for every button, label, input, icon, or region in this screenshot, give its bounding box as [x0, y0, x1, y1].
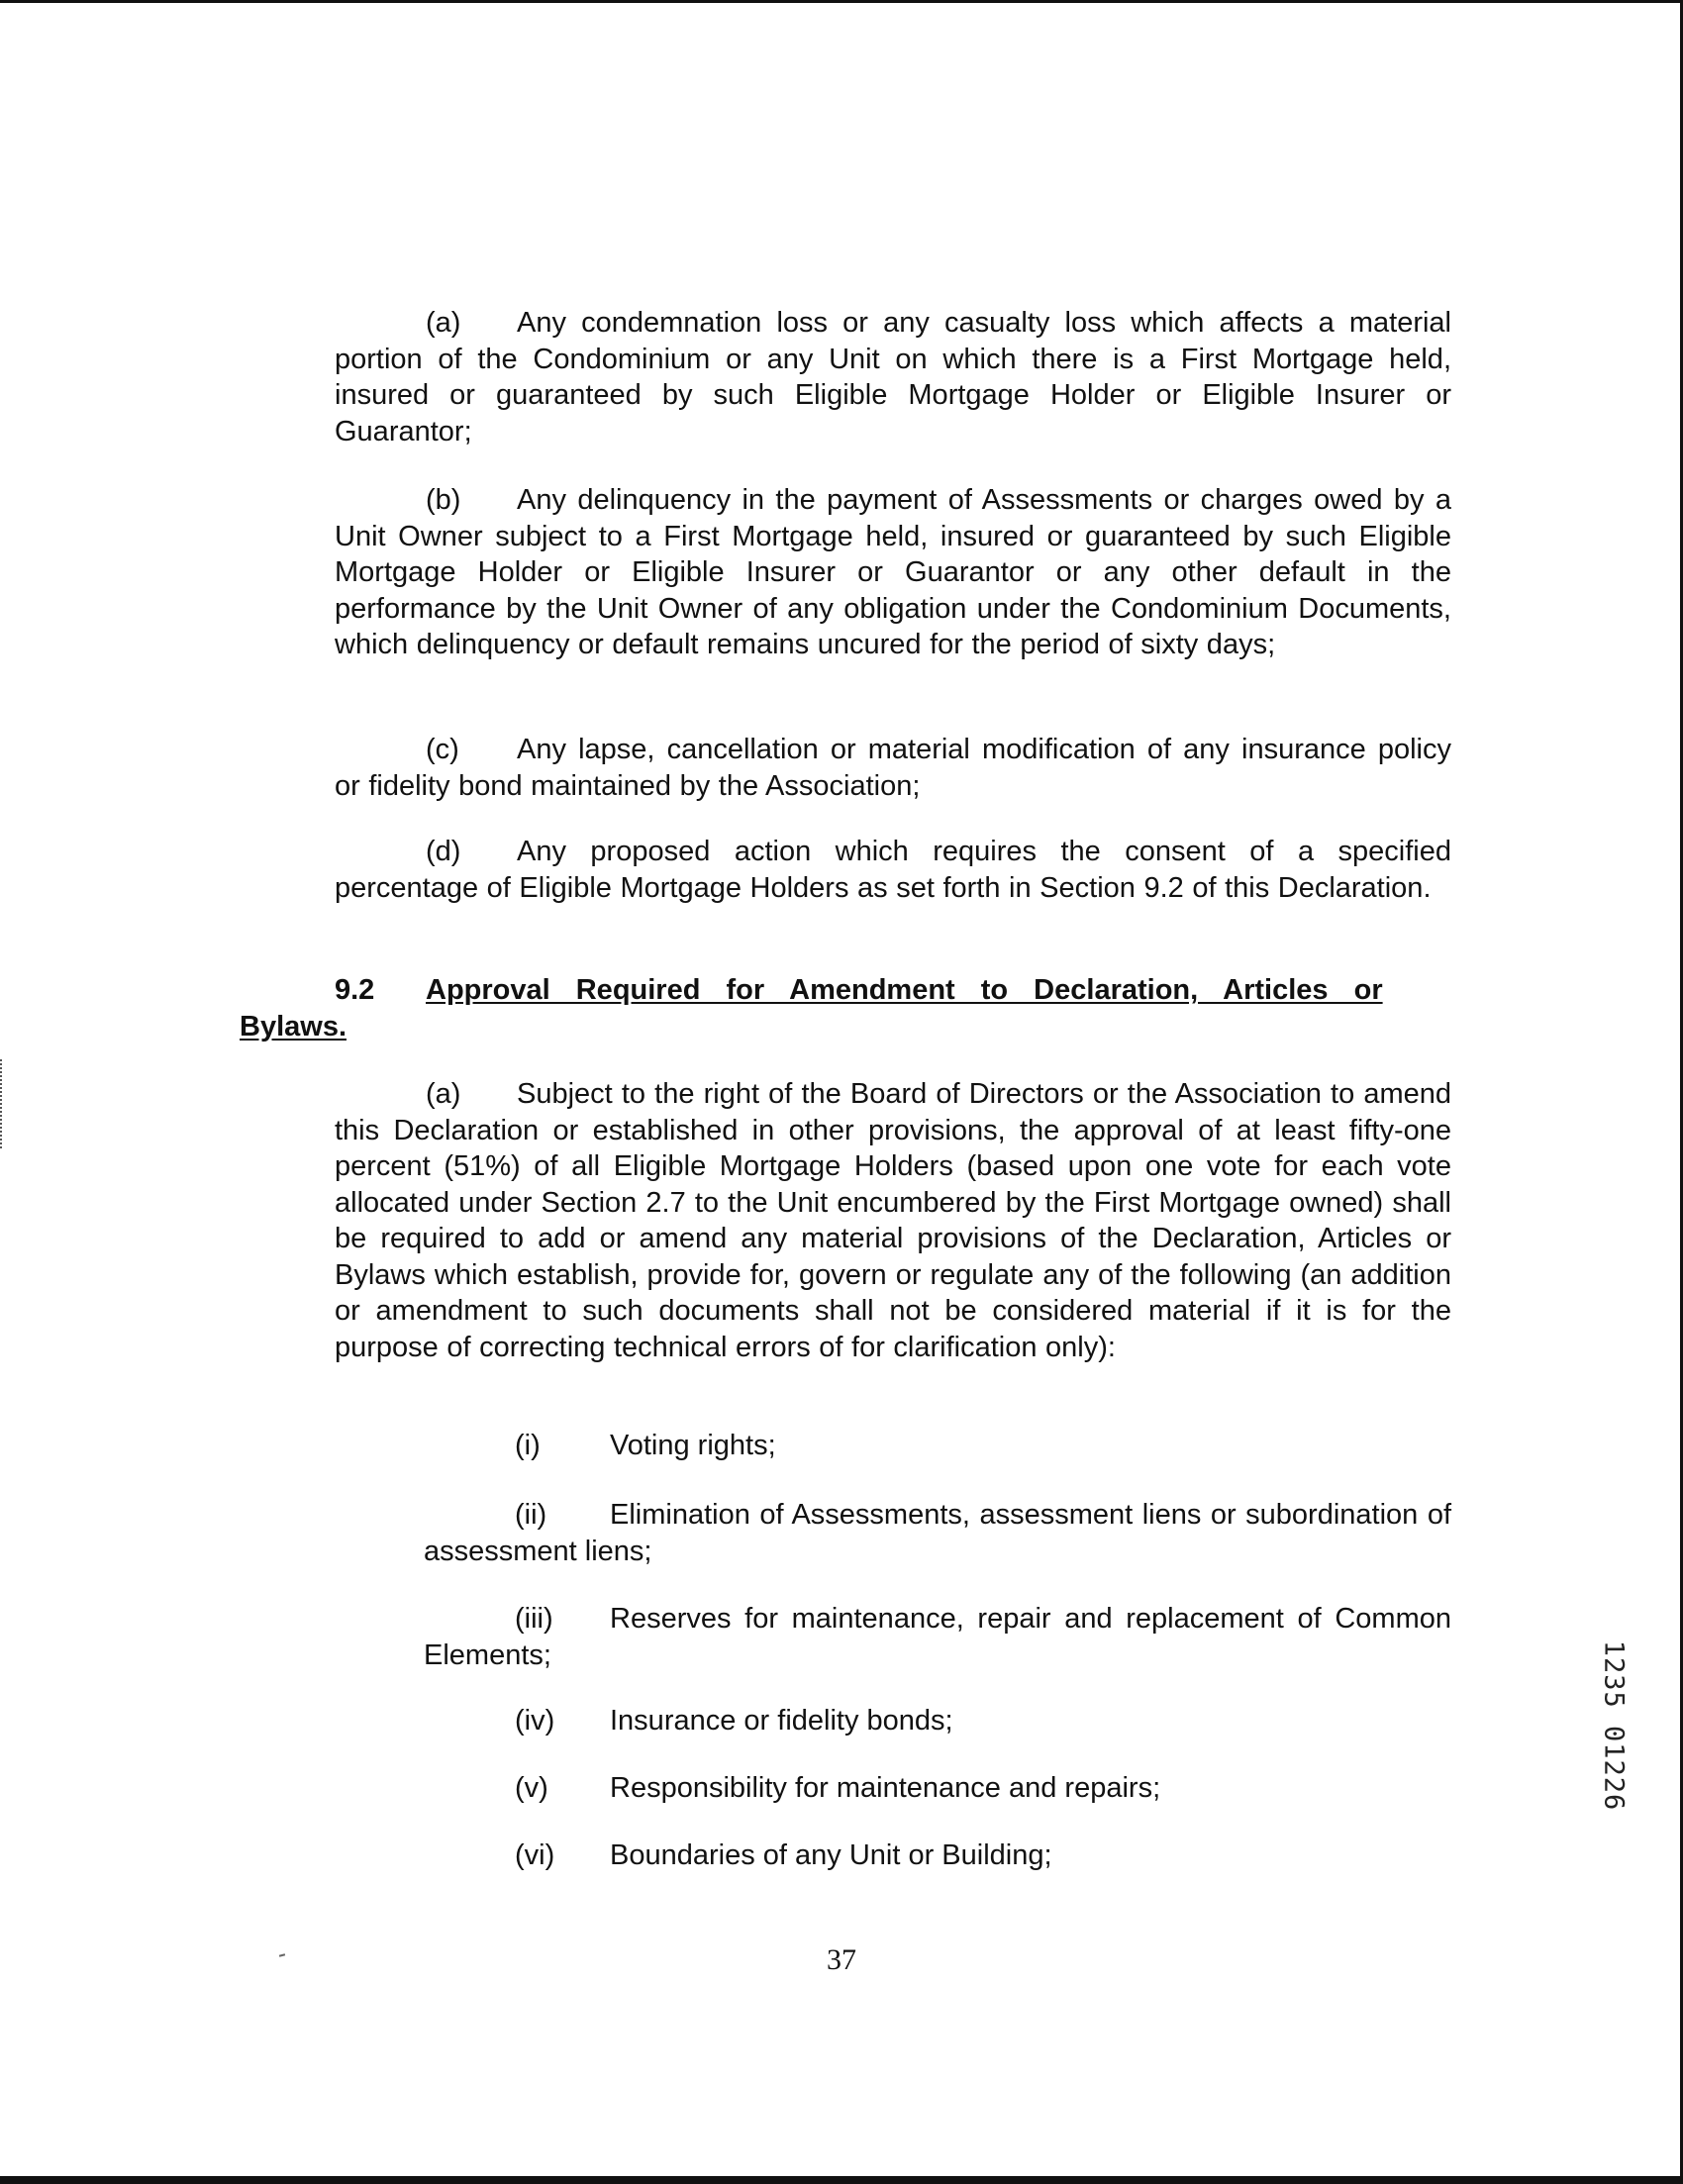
list-item-marker: (vi) — [515, 1839, 555, 1871]
paragraph-text: Any delinquency in the payment of Assessments or charges owed by a Unit Owner subject to a First Mortgage held, insured or guaranteed by such Eligible Mortgage Holder or Eligible Insurer or Guarantor or any other default in the performance by the Unit Owner of any obligation under the Condominium Documents, which delinquency or default remains uncured for the period of sixty days; — [335, 484, 1451, 660]
list-item-iii — [424, 1601, 1451, 1673]
list-item-marker: (iii) — [515, 1603, 553, 1635]
section-paragraph-a — [335, 1076, 1451, 1365]
list-item-text: Insurance or fidelity bonds; — [610, 1705, 953, 1737]
list-item-marker: (i) — [515, 1430, 541, 1461]
side-stamp — [1599, 1597, 1629, 1854]
paragraph-marker: (a) — [426, 307, 461, 339]
list-item-text: Reserves for maintenance, repair and replacement of Common Elements; — [424, 1603, 1451, 1671]
paragraph-marker: (a) — [426, 1078, 461, 1110]
paragraph-c — [335, 732, 1451, 804]
list-item-marker: (v) — [515, 1772, 548, 1804]
paragraph-marker: (c) — [426, 734, 459, 765]
scan-edge-bottom — [0, 2176, 1683, 2184]
side-stamp-text: 1235 01226 — [1598, 1639, 1630, 1812]
paragraph-d — [335, 834, 1451, 906]
list-item-ii — [424, 1497, 1451, 1569]
paragraph-text: Subject to the right of the Board of Directors or the Association to amend this Declaration or established in other provisions, the approval of at least fifty-one percent (51%) of all Eligible Mortgage Holders (based upon one vote for each vote allocated under Section 2.7 to the Unit encumbered by the First Mortgage owned) shall be required to add or amend any material provisions of the Declaration, Articles or Bylaws which establish, provide for, govern or regulate any of the following (an addition or amendment to such documents shall not be considered material if it is for the purpose of correcting technical errors of for clarification only): — [335, 1078, 1451, 1363]
paragraph-marker: (d) — [426, 836, 461, 867]
list-item-marker: (iv) — [515, 1705, 555, 1737]
scan-edge-left-mark — [0, 1059, 5, 1148]
list-item-text: Boundaries of any Unit or Building; — [610, 1839, 1052, 1871]
list-item-v — [424, 1770, 1451, 1807]
list-item-text: Responsibility for maintenance and repairs; — [610, 1772, 1161, 1804]
section-heading — [240, 972, 1451, 1044]
paragraph-text: Any lapse, cancellation or material modification of any insurance policy or fidelity bond maintained by the Association; — [335, 734, 1451, 802]
list-item-vi — [424, 1837, 1451, 1874]
list-item-iv — [424, 1703, 1451, 1739]
scan-edge-top — [0, 0, 1683, 3]
paragraph-b — [335, 482, 1451, 663]
paragraph-marker: (b) — [426, 484, 461, 516]
list-item-text: Elimination of Assessments, assessment liens or subordination of assessment liens; — [424, 1499, 1451, 1567]
paragraph-text: Any condemnation loss or any casualty loss which affects a material portion of the Condominium or any Unit on which there is a First Mortgage held, insured or guaranteed by such Eligible Mortgage Holder or Eligible Insurer or Guarantor; — [335, 307, 1451, 447]
paragraph-text: Any proposed action which requires the consent of a specified percentage of Eligible Mortgage Holders as set forth in Section 9.2 of this Declaration. — [335, 836, 1451, 904]
list-item-marker: (ii) — [515, 1499, 547, 1531]
list-item-i — [424, 1428, 1451, 1464]
section-title: Approval Required for Amendment to Declaration, Articles or Bylaws. — [240, 974, 1383, 1042]
page-number: 37 — [827, 1943, 856, 1976]
paragraph-a — [335, 305, 1451, 449]
section-number: 9.2 — [335, 974, 375, 1006]
list-item-text: Voting rights; — [610, 1430, 776, 1461]
